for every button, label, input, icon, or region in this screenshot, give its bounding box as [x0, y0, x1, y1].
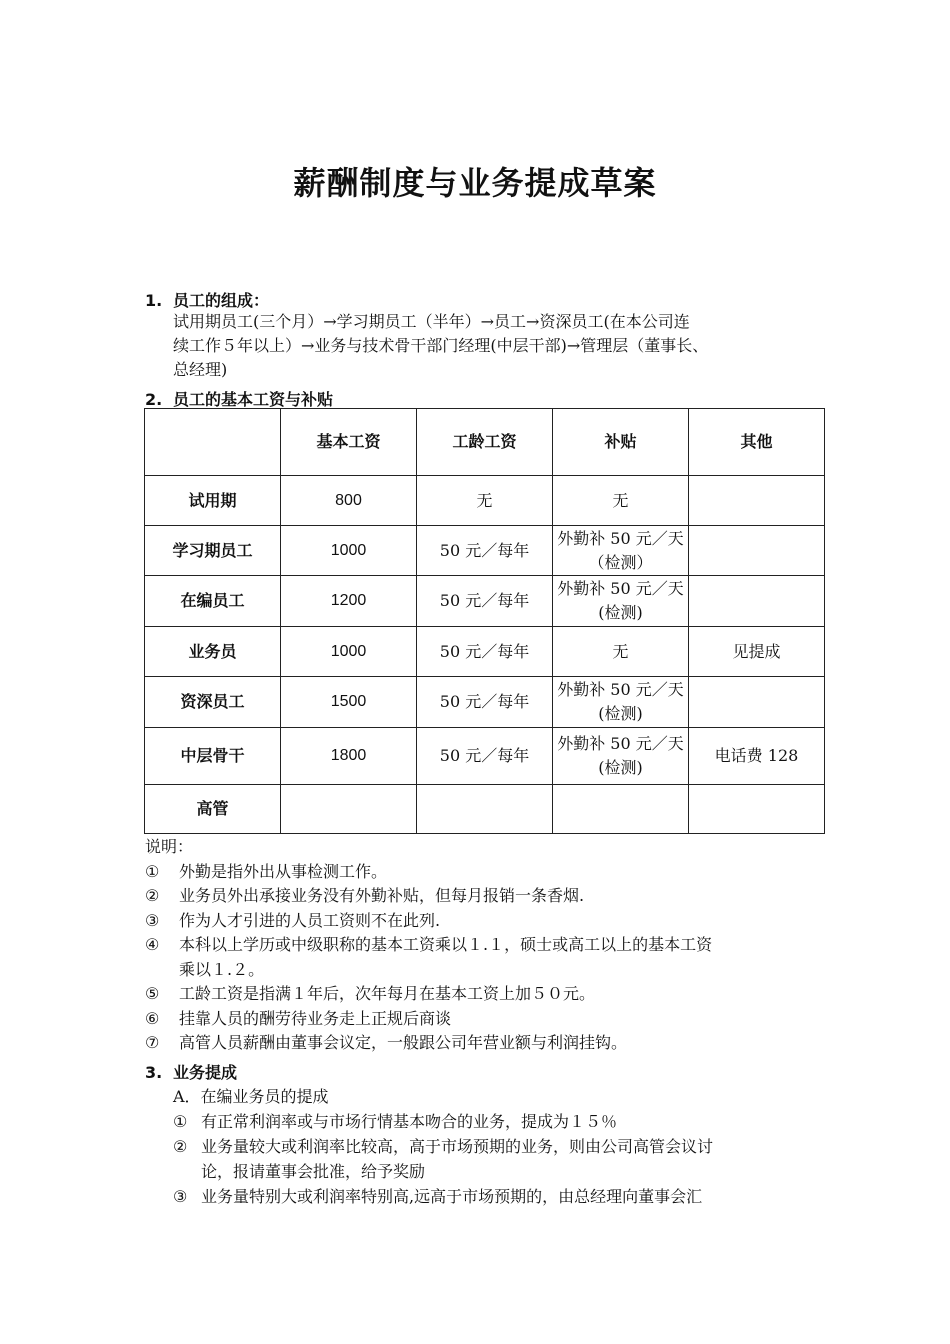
- table-cell: 外勤补 50 元／天(检测): [553, 728, 689, 785]
- table-cell: [553, 785, 689, 834]
- list-text: 作为人才引进的人员工资则不在此列.: [179, 910, 441, 930]
- page-title: 薪酬制度与业务提成草案: [293, 164, 657, 202]
- table-cell: 1000: [281, 526, 417, 576]
- table-header-row: [145, 409, 825, 476]
- table-cell: 电话费 128: [689, 728, 825, 785]
- list-item: [145, 1007, 825, 1032]
- table-cell: 见提成: [689, 627, 825, 677]
- list-item: [173, 1184, 823, 1209]
- table-header-cell: 补贴: [553, 409, 689, 476]
- section-1-body: [173, 310, 823, 382]
- list-item: [145, 884, 825, 909]
- list-item: [145, 982, 825, 1007]
- list-marker: ①: [145, 861, 160, 881]
- table-header-cell: 基本工资: [281, 409, 417, 476]
- row-label: 业务员: [145, 627, 281, 677]
- section-title: 业务提成: [173, 1063, 238, 1082]
- table-cell: 无: [417, 476, 553, 526]
- list-text: 业务量较大或利润率比较高，高于市场预期的业务，则由公司高管会议讨: [201, 1137, 714, 1156]
- notes-heading: 说明：: [145, 837, 194, 856]
- list-item: [173, 1109, 823, 1134]
- list-item: [145, 860, 825, 885]
- list-marker: ⑥: [145, 1008, 160, 1028]
- list-text: 业务员外出承接业务没有外勤补贴，但每月报销一条香烟.: [179, 886, 585, 905]
- table-cell: [281, 785, 417, 834]
- table-cell: 50 元／每年: [417, 728, 553, 785]
- section-1-heading: [145, 288, 269, 311]
- list-text: 外勤是指外出从事检测工作。: [179, 861, 388, 881]
- row-label: 试用期: [145, 476, 281, 526]
- section-2-heading: [145, 387, 333, 410]
- table-cell: 1000: [281, 627, 417, 677]
- table-row: [145, 526, 825, 576]
- table-header-cell: 其他: [689, 409, 825, 476]
- list-text: 挂靠人员的酬劳待业务走上正规后商谈: [179, 1008, 452, 1028]
- sub-heading: A．在编业务员的提成: [173, 1087, 329, 1106]
- table-header-cell: [145, 409, 281, 476]
- table-row: [145, 476, 825, 526]
- table-cell: [689, 677, 825, 728]
- table-cell: [689, 785, 825, 834]
- list-marker: ⑦: [145, 1033, 160, 1052]
- row-label: 学习期员工: [145, 526, 281, 576]
- table-cell: [417, 785, 553, 834]
- table-cell: [689, 576, 825, 627]
- list-text: 本科以上学历或中级职称的基本工资乘以１.１，硕士或高工以上的基本工资: [179, 935, 713, 954]
- section-3-heading: [145, 1060, 237, 1083]
- table-cell: 外勤补 50 元／天(检测): [553, 576, 689, 627]
- table-header-cell: 工龄工资: [417, 409, 553, 476]
- list-item: [173, 1134, 823, 1184]
- table-cell: 外勤补 50 元／天(检测): [553, 677, 689, 728]
- table-cell: 1500: [281, 677, 417, 728]
- list-text: 高管人员薪酬由董事会议定，一般跟公司年营业额与利润挂钩。: [179, 1033, 628, 1052]
- table-cell: [689, 526, 825, 576]
- table-cell: 无: [553, 627, 689, 677]
- list-text: 业务量特别大或利润率特别高,远高于市场预期的，由总经理向董事会汇: [201, 1187, 703, 1206]
- row-label: 资深员工: [145, 677, 281, 728]
- list-text: 论，报请董事会批准，给予奖励: [201, 1162, 426, 1181]
- table-cell: 1800: [281, 728, 417, 785]
- row-label: 高管: [145, 785, 281, 834]
- notes-block: [145, 835, 825, 1056]
- list-marker: ⑤: [145, 984, 160, 1003]
- body-line: 试用期员工(三个月）→学习期员工（半年）→员工→资深员工(在本公司连: [173, 312, 690, 331]
- table-cell: 50 元／每年: [417, 677, 553, 728]
- list-text: 乘以１.２。: [179, 959, 265, 979]
- list-marker: ③: [173, 1187, 188, 1206]
- list-marker: ①: [173, 1112, 188, 1131]
- section-3-body: [173, 1084, 823, 1209]
- list-marker: ②: [173, 1137, 188, 1156]
- table-cell: 800: [281, 476, 417, 526]
- section-number: 2.: [145, 390, 163, 409]
- list-text: 工龄工资是指满１年后，次年每月在基本工资上加５０元。: [179, 984, 596, 1003]
- list-marker: ④: [145, 935, 160, 954]
- row-label: 在编员工: [145, 576, 281, 627]
- list-text: 有正常利润率或与市场行情基本吻合的业务，提成为１５％: [201, 1112, 618, 1131]
- table-row: [145, 785, 825, 834]
- section-title: 员工的组成：: [173, 291, 270, 310]
- list-marker: ③: [145, 910, 160, 930]
- body-line: 总经理): [173, 360, 228, 379]
- table-row: [145, 728, 825, 785]
- row-label: 中层骨干: [145, 728, 281, 785]
- salary-table: [144, 408, 825, 834]
- table-cell: 1200: [281, 576, 417, 627]
- body-line: 续工作５年以上）→业务与技术骨干部门经理(中层干部)→管理层（董事长、: [173, 336, 709, 355]
- section-number: 1.: [145, 291, 163, 310]
- list-item: [145, 909, 825, 934]
- list-marker: ②: [145, 886, 160, 905]
- table-cell: [689, 476, 825, 526]
- list-item: [145, 933, 825, 982]
- section-title: 员工的基本工资与补贴: [173, 390, 334, 409]
- table-cell: 50 元／每年: [417, 627, 553, 677]
- list-item: [145, 1031, 825, 1056]
- table-cell: 外勤补 50 元／天（检测）: [553, 526, 689, 576]
- table-row: [145, 576, 825, 627]
- table-cell: 无: [553, 476, 689, 526]
- table-cell: 50 元／每年: [417, 576, 553, 627]
- table-row: [145, 627, 825, 677]
- table-cell: 50 元／每年: [417, 526, 553, 576]
- table-row: [145, 677, 825, 728]
- section-number: 3.: [145, 1063, 163, 1082]
